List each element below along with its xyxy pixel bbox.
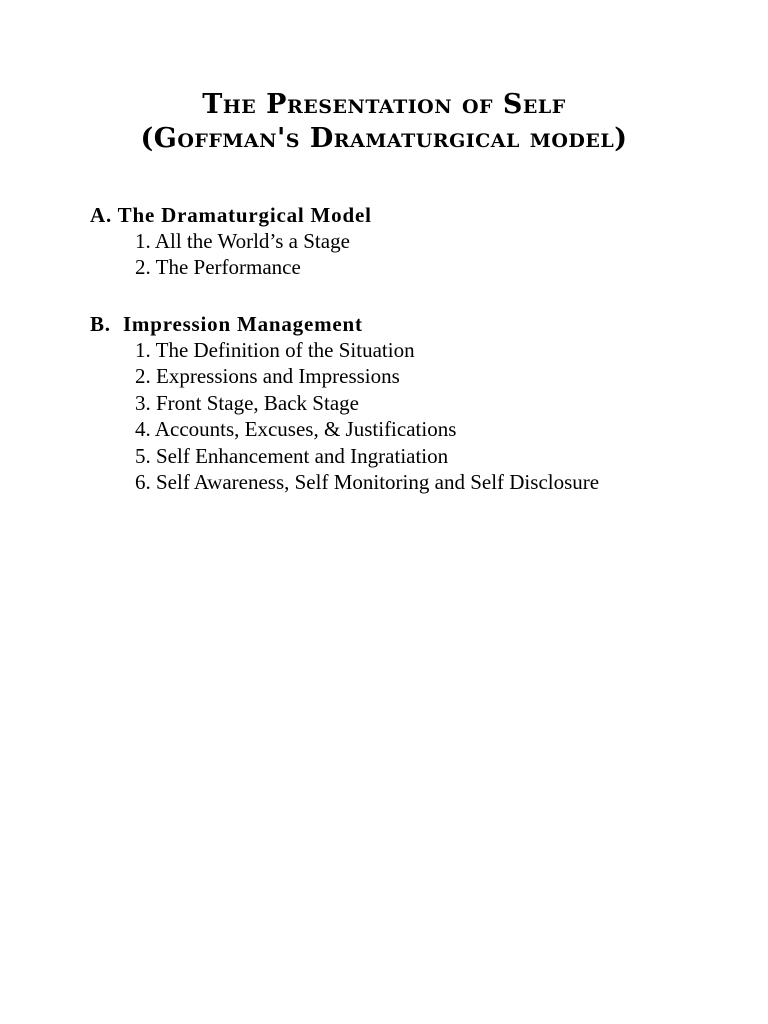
section-dramaturgical-model	[90, 202, 372, 281]
list-item: 3. Front Stage, Back Stage	[135, 390, 359, 415]
section-item-list	[90, 337, 599, 495]
list-item: 1. All the World’s a Stage	[135, 229, 350, 253]
document-title	[0, 88, 768, 156]
list-item: 5. Self Enhancement and Ingratiation	[135, 443, 449, 468]
section-heading: A. The Dramaturgical Model	[90, 203, 372, 227]
list-item: 6. Self Awareness, Self Monitoring and Self Disclosure	[135, 470, 600, 495]
title-line-main: The Presentation of Self	[202, 89, 566, 120]
list-item: 4. Accounts, Excuses, & Justifications	[135, 417, 457, 442]
section-item-list	[90, 228, 372, 281]
section-impression-management	[90, 311, 599, 495]
title-line-subtitle: (Goffman's Dramaturgical model)	[140, 123, 628, 154]
list-item: 1. The Definition of the Situation	[135, 338, 415, 362]
section-heading: B. Impression Management	[90, 312, 363, 336]
list-item: 2. The Performance	[135, 255, 301, 280]
list-item: 2. Expressions and Impressions	[135, 364, 400, 389]
